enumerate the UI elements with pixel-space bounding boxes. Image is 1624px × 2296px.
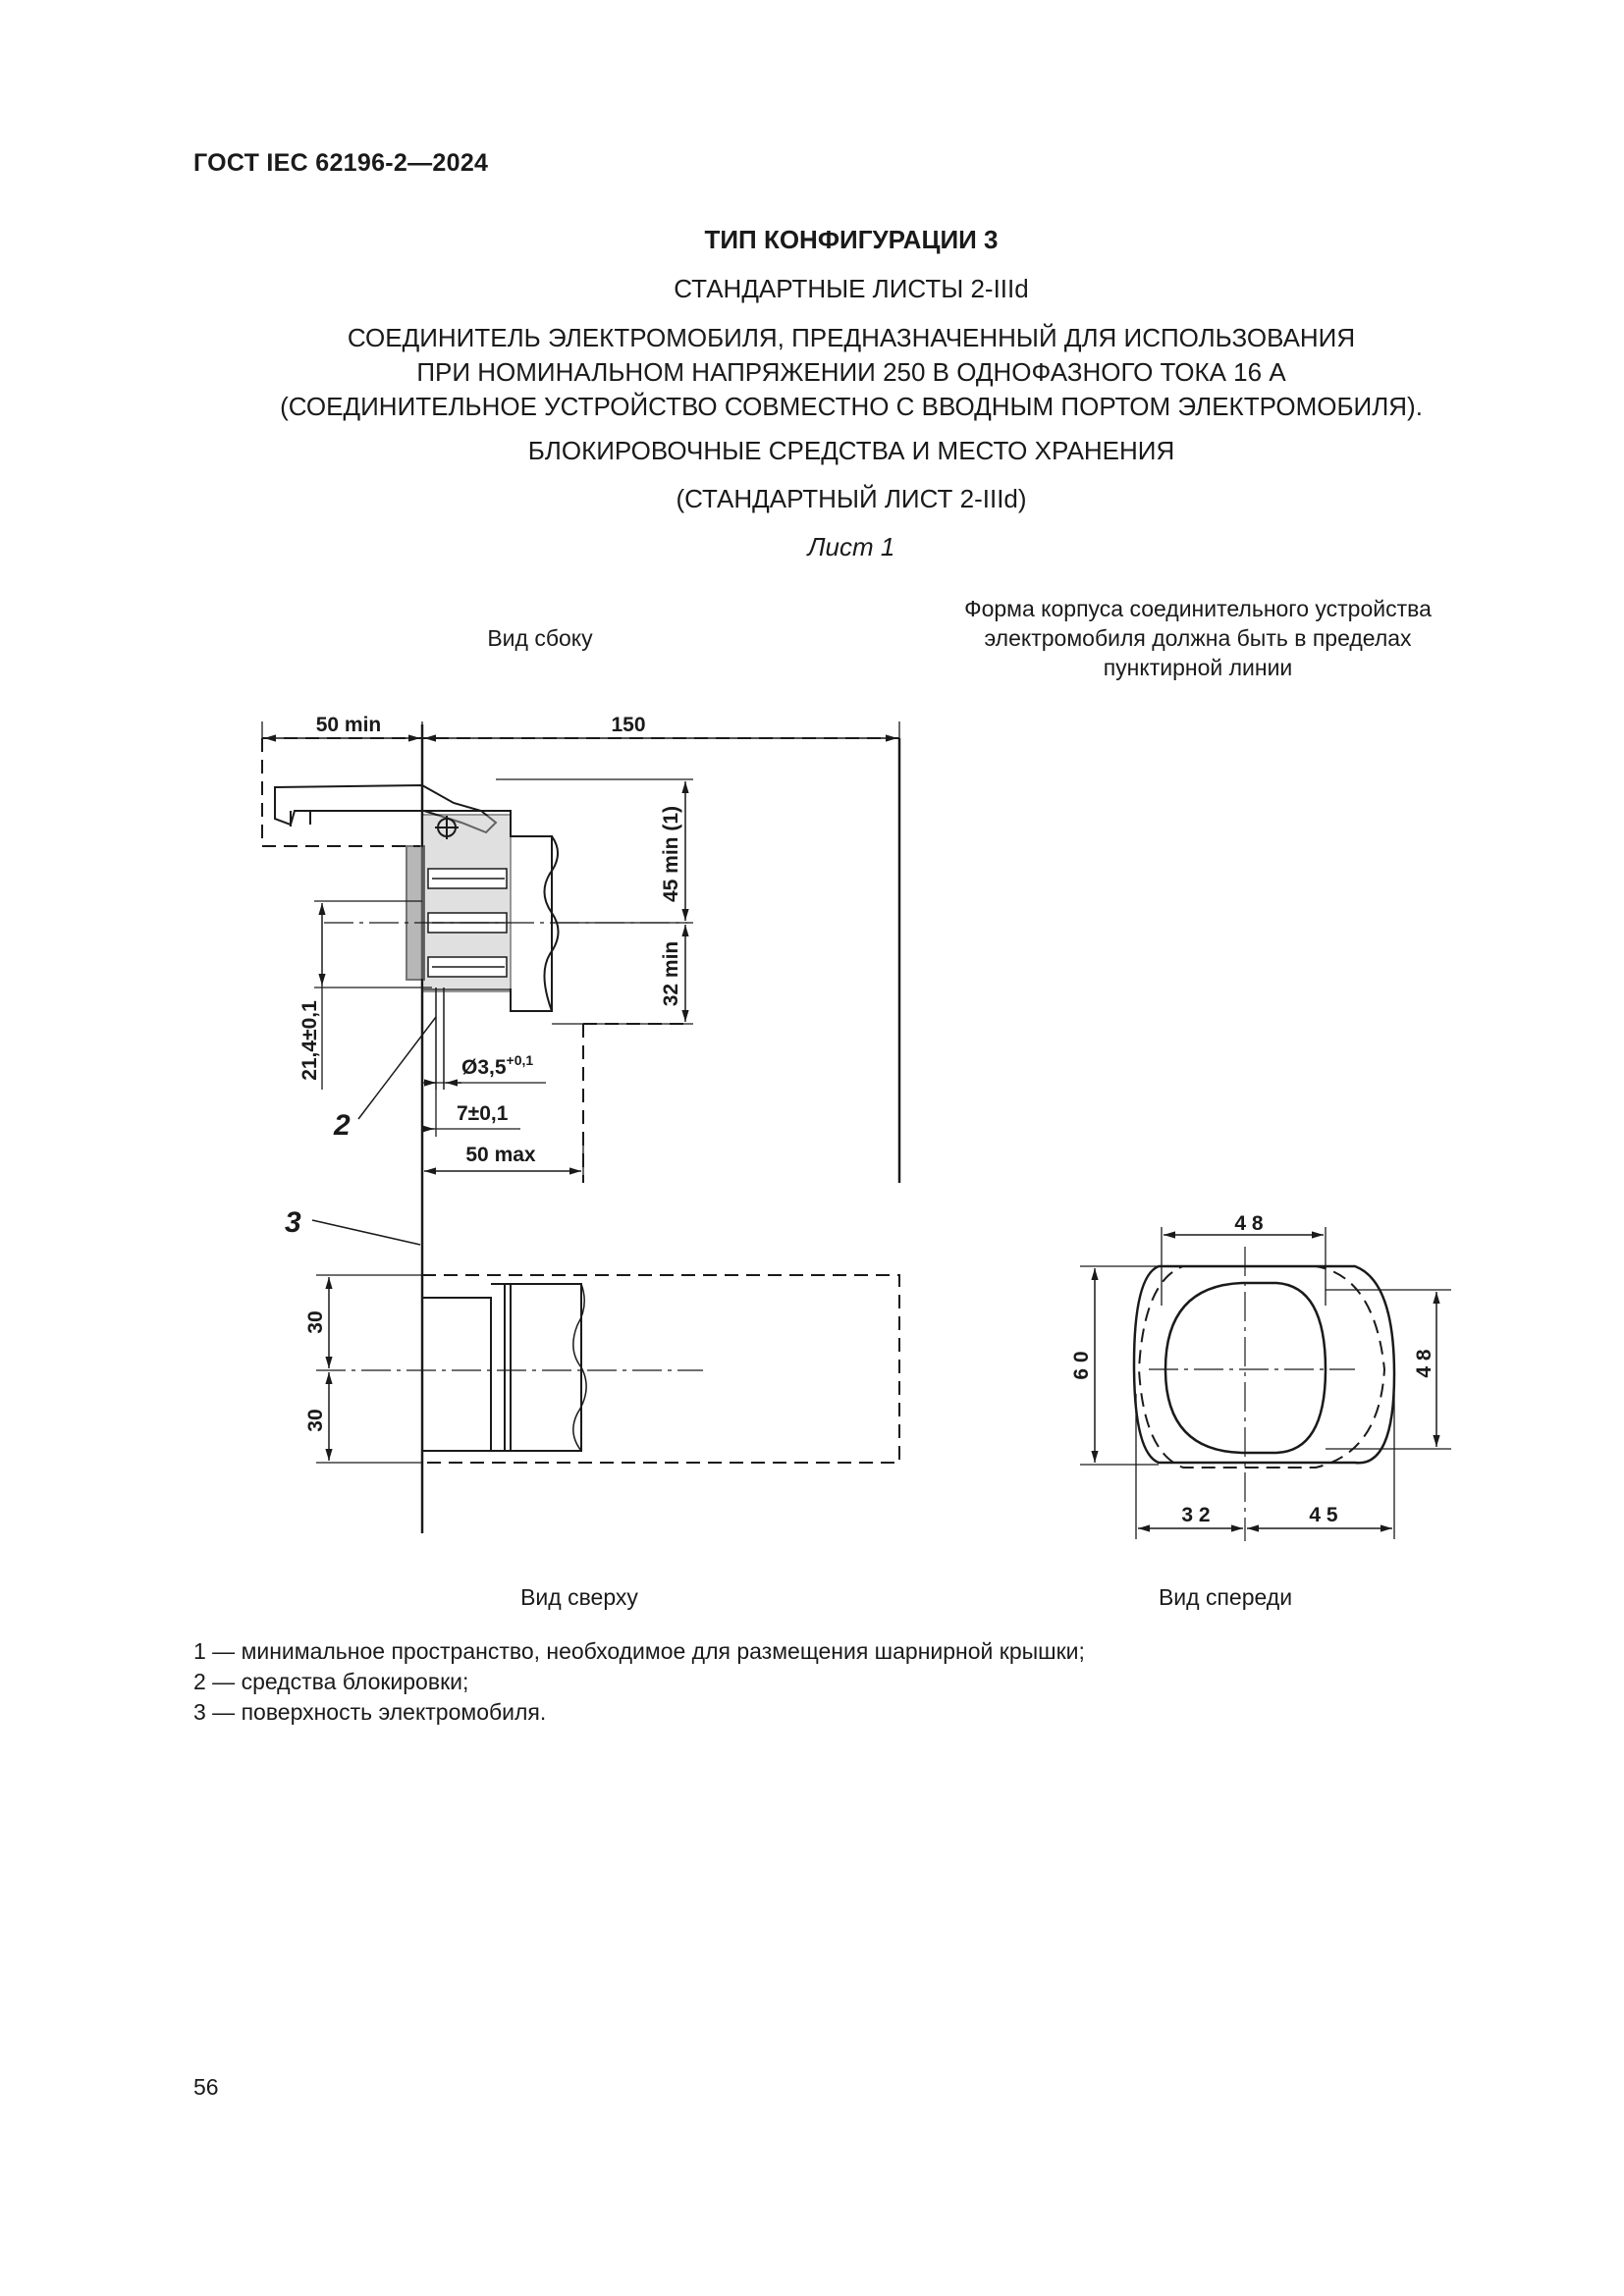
dim-45-min: 45 min (1) <box>660 805 682 903</box>
dim-32: 3 2 <box>1181 1504 1211 1526</box>
standard-sheets-title: СТАНДАРТНЫЕ ЛИСТЫ 2-IIId <box>674 274 1029 303</box>
callout-2: 2 <box>334 1109 351 1142</box>
dim-32-min: 32 min <box>660 940 682 1007</box>
dim-30-upper: 30 <box>304 1310 327 1334</box>
config-type-title: ТИП КОНФИГУРАЦИИ 3 <box>704 225 999 254</box>
dim-48-top: 4 8 <box>1234 1212 1264 1235</box>
description-line: СОЕДИНИТЕЛЬ ЭЛЕКТРОМОБИЛЯ, ПРЕДНАЗНАЧЕННЫЙ ДЛЯ ИСПОЛЬЗОВАНИЯ <box>347 323 1356 352</box>
shape-note-line: Форма корпуса соединительного устройства <box>964 596 1432 621</box>
legend-item: 3 — поверхность электромобиля. <box>193 1699 547 1725</box>
side-view-caption: Вид сбоку <box>487 625 593 651</box>
legend-item: 2 — средства блокировки; <box>193 1669 469 1694</box>
dim-diameter-main: Ø3,5 <box>461 1056 507 1079</box>
front-view <box>1080 1227 1451 1541</box>
description-line: (СОЕДИНИТЕЛЬНОЕ УСТРОЙСТВО СОВМЕСТНО С ВВОДНЫМ ПОРТОМ ЭЛЕКТРОМОБИЛЯ). <box>280 392 1423 421</box>
dim-50-min: 50 min <box>315 714 382 736</box>
dim-7: 7±0,1 <box>457 1102 509 1125</box>
shape-note-line: пунктирной линии <box>1103 655 1293 680</box>
sheet-reference: (СТАНДАРТНЫЙ ЛИСТ 2-IIId) <box>676 484 1027 513</box>
dim-60: 6 0 <box>1070 1351 1093 1380</box>
sheet-number: Лист 1 <box>807 532 895 561</box>
front-view-caption: Вид спереди <box>1158 1584 1293 1610</box>
top-view-caption: Вид сверху <box>520 1584 638 1610</box>
dim-150: 150 <box>611 714 646 736</box>
dim-50-max: 50 max <box>465 1144 536 1166</box>
dim-21-4: 21,4±0,1 <box>298 1000 321 1081</box>
description-line: ПРИ НОМИНАЛЬНОМ НАПРЯЖЕНИИ 250 В ОДНОФАЗНОГО ТОКА 16 А <box>416 357 1286 387</box>
subject-title: БЛОКИРОВОЧНЫЕ СРЕДСТВА И МЕСТО ХРАНЕНИЯ <box>527 436 1175 465</box>
legend-item: 1 — минимальное пространство, необходимое для размещения шарнирной крышки; <box>193 1638 1085 1664</box>
top-view <box>316 1275 899 1463</box>
shape-note-line: электромобиля должна быть в пределах <box>984 625 1412 651</box>
dim-diameter <box>461 1052 533 1079</box>
dim-diameter-tolerance: +0,1 <box>506 1052 534 1068</box>
standard-header: ГОСТ IEC 62196-2—2024 <box>193 149 489 177</box>
dim-48-right: 4 8 <box>1413 1349 1435 1378</box>
dim-30-lower: 30 <box>304 1409 327 1432</box>
legend <box>193 1636 1085 1728</box>
callout-3: 3 <box>285 1206 301 1239</box>
dim-45: 4 5 <box>1309 1504 1338 1526</box>
page-number: 56 <box>193 2074 219 2100</box>
